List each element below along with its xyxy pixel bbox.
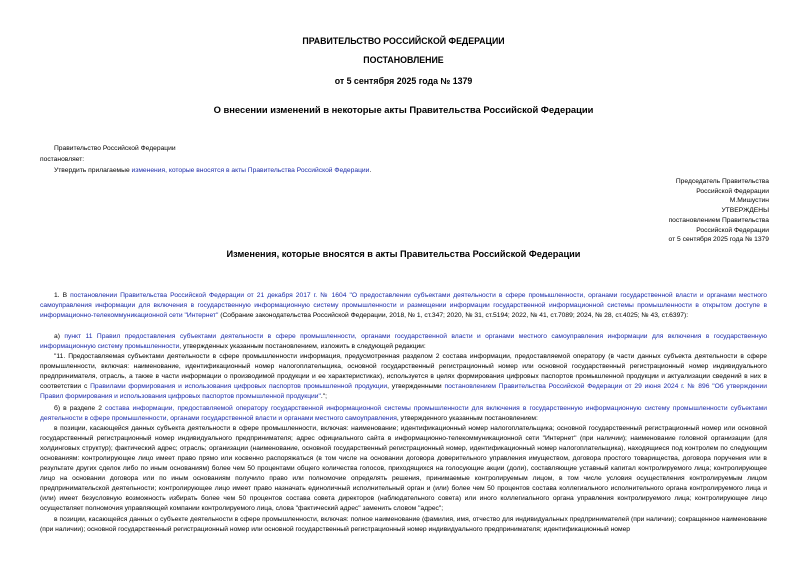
doc-type-heading: ПОСТАНОВЛЕНИЕ — [363, 55, 444, 65]
decree-1604-link[interactable]: постановлении Правительства Российской Федерации от 21 декабря 2017 г. № 1604 "О предоставлении субъектами деятельности в сфере промышленности, органами государственной власти и органами местного самоуправления информации для включения в государственную информационную систему промышленности и размещении информации государственной информационной системы промышленности в открытом доступе в информационно-телекоммуникационной сети "Интернет" — [40, 292, 767, 319]
digital-passport-rules-link[interactable]: Правилами формирования и использования цифровых паспортов промышленной продукции — [90, 383, 388, 390]
approved-by: постановлением Правительства — [668, 216, 769, 224]
paragraph-2: а) пункт 11 Правил предоставления субъектами деятельности в сфере промышленности, органами государственной власти и органами местного самоуправления информации для включения в государственную информационную систему промышленности, утвержденных указанным постановлением, изложить в следующей редакции: — [40, 333, 767, 350]
date-number: от 5 сентября 2025 года № 1379 — [334, 76, 473, 86]
approved-date: от 5 сентября 2025 года № 1379 — [668, 236, 769, 244]
changes-title: Изменения, которые вносятся в акты Правительства Российской Федерации — [226, 249, 581, 259]
signature-position: Председатель Правительства — [675, 178, 769, 185]
document-title: О внесении изменений в некоторые акты Правительства Российской Федерации — [213, 104, 594, 115]
preamble-line1: Правительство Российской Федерации — [54, 145, 176, 152]
preamble-line2: постановляет: — [40, 156, 85, 163]
signature-block — [509, 177, 769, 245]
info-composition-link[interactable]: состава информации, предоставляемой оператору государственной информационной системы промышленности для включения в государственную информационную систему промышленности субъектами деятельности в сфере промышленности, органами государственной власти и органами местного самоуправления — [40, 405, 767, 422]
paragraph-3: "11. Предоставляемая субъектами деятельности в сфере промышленности информация, предусмотренная разделом 2 состава информации, предоставляемой оператору (в части данных субъекта деятельности в сфере промышленности, включая: наименование, идентификационный номер налогоплательщика, основной государственный регистрационный номер или основной государственный регистрационный номер индивидуального предпринимателя, отрасль, а также в части информации о производимой продукции и ее характеристиках), используется в целях формирования цифровых паспортов промышленной продукции и актуализации сведений в них в соответствии с Правилами формирования и использования цифровых паспортов промышленной продукции, утвержденными постановлением Правительства Российской Федерации от 29 июня 2024 г. № 896 "Об утверждении Правил формирования и использования цифровых паспортов промышленной продукции"."; — [40, 353, 767, 400]
paragraph-5: в позиции, касающейся данных субъекта деятельности в сфере промышленности, включая: наименование; идентификационный номер налогоплательщика; основной государственный регистрационный номер или основной государственный регистрационный номер индивидуального предпринимателя; адрес официального сайта в информационно-телекоммуникационной сети "Интернет" (при наличии); наименование головной организации (для холдинговых структур); фактический адрес; отрасль; организации (наименование, основной государственный регистрационный номер, идентификационный номер налогоплательщика), находящиеся под контролем по следующим основаниям: контролирующее лицо имеет право прямо или косвенно распоряжаться (в том числе на основании договора доверительного управления имуществом, договора простого товарищества, договора поручения или в результате других сделок либо по иным основаниям) более чем 50 процентами общего количества голосов, приходящихся на голосующие акции (доли), составляющие уставный капитал контролируемого лица; контролирующее лицо на основании договора или по иным основаниям получило право или полномочие определять решения, принимаемые контролируемым лицом, в том числе условия осуществления контролируемым лицом предпринимательской деятельности; контролирующее лицо имеет право назначать единоличный исполнительный орган и (или) более чем 50 процентов состава коллегиального исполнительного органа контролируемого лица и (или) имеет безусловную возможность избирать более чем 50 процентов состава совета директоров (наблюдательного совета) или иного коллегиального органа управления контролируемого лица; контролирующее лицо осуществляет полномочия управляющей компании контролируемого лица, слова "фактический адрес" заменить словом "адрес"; — [40, 425, 767, 512]
signature-country: Российской Федерации — [696, 187, 769, 195]
rules-item-11-link[interactable]: пункт 11 Правил предоставления субъектами деятельности в сфере промышленности, органами государственной власти и органами местного самоуправления информации для включения в государственную информационную систему промышленности — [40, 333, 767, 350]
approved-label: УТВЕРЖДЕНЫ — [721, 207, 769, 215]
approve-link[interactable]: изменения, которые вносятся в акты Правительства Российской Федерации — [131, 167, 370, 174]
approve-line: Утвердить прилагаемые изменения, которые вносятся в акты Правительства Российской Федерации. — [54, 167, 372, 174]
paragraph-6: в позиции, касающейся данных о субъекте деятельности в сфере промышленности, включая: полное наименование (фамилия, имя, отчество для индивидуальных предпринимателей (при наличии); сокращенное наименование (при наличии); основной государственный регистрационный номер или основной государственный регистрационный номер индивидуального предпринимателя; идентификационный номер — [40, 516, 767, 533]
decree-896-link[interactable]: постановлением Правительства Российской Федерации от 29 июня 2024 г. № 896 "Об утверждении Правил формирования и использования цифровых паспортов промышленной продукции" — [40, 383, 767, 400]
paragraph-4: б) в разделе 2 состава информации, предоставляемой оператору государственной информационной системы промышленности для включения в государственную информационную систему промышленности субъектами деятельности в сфере промышленности, органами государственной власти и органами местного самоуправления, утвержденного указанным постановлением: — [40, 405, 767, 422]
government-heading: ПРАВИТЕЛЬСТВО РОССИЙСКОЙ ФЕДЕРАЦИИ — [302, 36, 505, 46]
approved-country: Российской Федерации — [696, 226, 769, 234]
paragraph-1: 1. В постановлении Правительства Российской Федерации от 21 декабря 2017 г. № 1604 "О предоставлении субъектами деятельности в сфере промышленности, органами государственной власти и органами местного самоуправления информации для включения в государственную информационную систему промышленности и размещении информации государственной информационной системы промышленности в открытом доступе в информационно-телекоммуникационной сети "Интернет" (Собрание законодательства Российской Федерации, 2018, № 1, ст.347; 2020, № 31, ст.5194; 2022, № 41, ст.7089; 2024, № 28, ст.4025; № 43, ст.6397): — [40, 292, 767, 319]
signature-name: М.Мишустин — [729, 197, 769, 205]
